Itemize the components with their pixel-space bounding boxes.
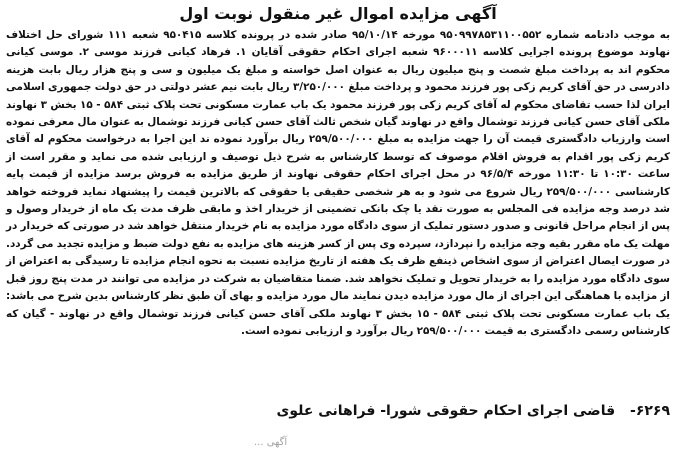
notice-code: ۶۲۶۹- <box>630 403 670 419</box>
signature-line <box>32 399 670 423</box>
auction-notice <box>4 0 672 449</box>
judge-signature: قاضی اجرای احکام حقوقی شورا- فراهانی علوی <box>276 403 616 419</box>
notice-body: به موجب دادنامه شماره ۹۵۰۹۹۷۸۵۳۱۱۰۰۵۵۲ مورخه ۹۵/۱۰/۱۴ صادر شده در پرونده کلاسه ۹۵۰۴۱۵ شعبه ۱۱۱ شورای حل اختلاف نهاوند موضوع پرونده اجرایی کلاسه ۹۶۰۰۰۱۱ شعبه اجرای احکام حقوقی آقایان ۱. فرهاد کیانی فرزند موسی ۲. موسی کیانی محکوم اند به پرداخت مبلغ شصت و پنج میلیون ریال به عنوان اصل خواسته و مبلغ یک میلیون و سی و پنج هزار ریال بابت هزینه دادرسی در حق آقای کریم زکی پور فرزند محمود و پرداخت مبلغ ۳/۲۵۰/۰۰۰ ریال بابت نیم عشر دولتی در حق دولت جمهوری اسلامی ایران لذا حسب تقاضای محکوم له آقای کریم زکی پور فرزند محمود یک باب عمارت مسکونی تحت پلاک ثبتی ۵۸۴ - ۱۵ بخش ۳ نهاوند ملکی آقای حسن کیانی فرزند توشمال واقع در نهاوند گیان شخص ثالث آقای حسن کیانی فرزند توشمال به عنوان مال معرفی نموده است وارزیاب دادگستری قیمت آن را جهت مزایده به مبلغ ۲۵۹/۵۰۰/۰۰۰ ریال برآورد نموده ند این اجرا به درخواست محکوم له آقای کریم زکی پور اقدام به فروش اقلام موصوف که توسط کارشناس به شرح ذیل توصیف و ارزیابی شده می نماید و مقرر است از ساعت ۱۰:۳۰ تا ۱۱:۳۰ مورخه ۹۶/۵/۴ در محل اجرای احکام حقوقی نهاوند از طریق مزایده به فروش برسد مزایده از قیمت پایه کارشناسی ۲۵۹/۵۰۰/۰۰۰ ریال شروع می شود و به هر شخصی حقیقی یا حقوقی که بالاترین قیمت را پیشنهاد نماید فروخته خواهد شد درصد وجه مزایده فی المجلس به صورت نقد یا چک بانکی تضمینی از خریدار اخذ و مابقی ظرف مدت یک ماه از خریدار وصول و پس از انجام مراحل قانونی و صدور دستور تملیک از سوی دادگاه مورد مزایده به نام خریدار منتقل خواهد شد در صورتی که خریدار در مهلت یک ماه مقرر بقیه وجه مزایده را نپردازد، سپرده وی پس از کسر هزینه های مزایده به نفع دولت ضبط و مزایده تجدید می گردد. در صورت ایصال اعتراض از سوی اشخاص ذینفع ظرف یک هفته از تاریخ مزایده نسبت به نحوه انجام مزایده تا رسیدگی به اعتراض از سوی دادگاه مورد مزایده را به خریدار تحویل و تملیک نخواهد شد. ضمنا متقاضیان به شرکت در مزایده می توانند در مدت پنج روز قبل از مزایده با هماهنگی این اجرای از مال مورد مزایده دیدن نمایند مال مورد مزایده و بهای آن طبق نظر کارشناس بدین شرح می باشد: یک باب عمارت مسکونی تحت پلاک ثبتی ۵۸۴ - ۱۵ بخش ۳ نهاوند ملکی آقای حسن کیانی فرزند توشمال واقع در نهاوند - گیان که کارشناس رسمی دادگستری به قیمت ۲۵۹/۵۰۰/۰۰۰ ریال برآورد و ارزیابی نموده است. <box>6 29 671 337</box>
cut-off-next-notice: آگهی ... <box>254 437 288 448</box>
notice-title: آگهی مزایده اموال غیر منقول نوبت اول <box>179 4 497 23</box>
